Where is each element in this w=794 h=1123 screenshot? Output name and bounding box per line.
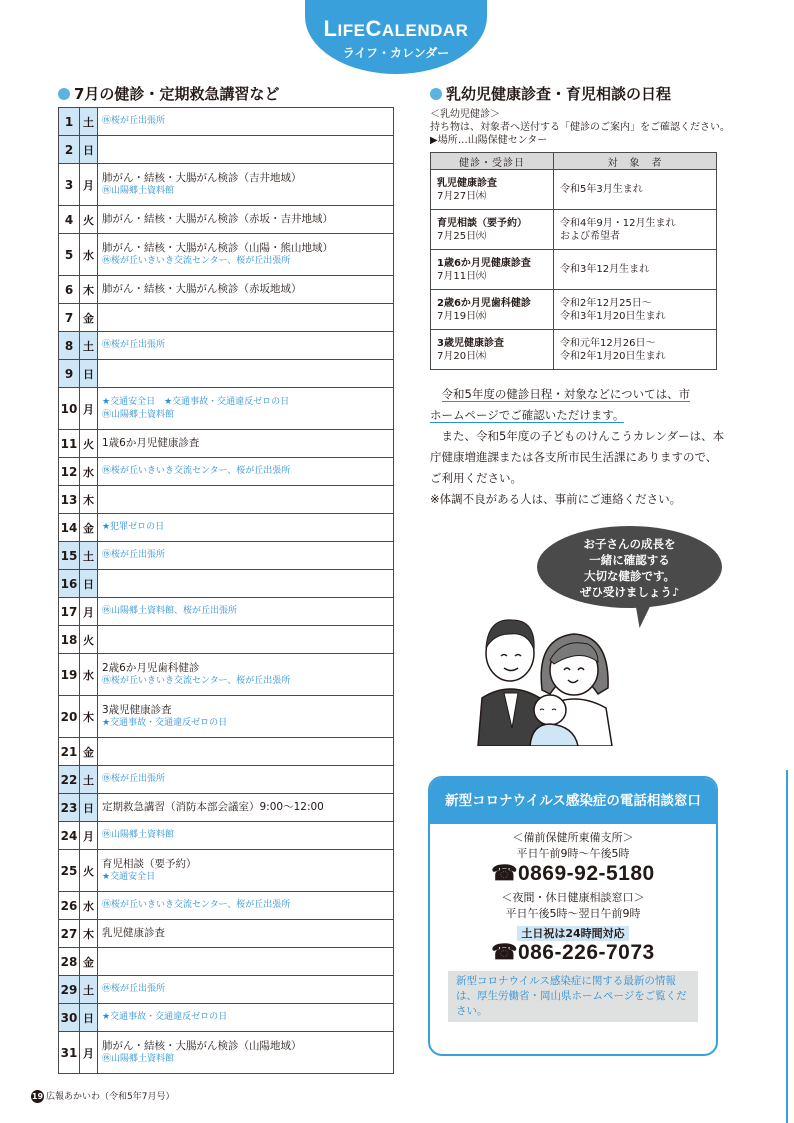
target-line: 令和元年12月26日～ xyxy=(560,337,656,349)
calendar-day: 13 xyxy=(59,486,80,514)
calendar-event xyxy=(98,626,394,654)
event-main: 肺がん・結核・大腸がん検診（赤坂・吉井地域） xyxy=(102,213,333,225)
calendar-row xyxy=(59,794,394,822)
calendar-weekday: 金 xyxy=(80,738,98,766)
schedule-exam xyxy=(431,250,554,290)
event-sub: ㊡桜が丘いきいき交流センター、桜が丘出張所 xyxy=(102,900,291,910)
calendar-weekday: 日 xyxy=(80,136,98,164)
calendar-weekday: 月 xyxy=(80,598,98,626)
header-tab xyxy=(305,0,487,74)
event-main: 乳児健康診査 xyxy=(102,927,165,939)
schedule-exam xyxy=(431,170,554,210)
calendar-event xyxy=(98,1004,394,1032)
event-main: 肺がん・結核・大腸がん検診（赤坂地域） xyxy=(102,283,302,295)
calendar-event xyxy=(98,920,394,948)
calendar-row xyxy=(59,164,394,206)
calendar-event xyxy=(98,598,394,626)
calendar-event xyxy=(98,892,394,920)
header-subtitle: ライフ・カレンダー xyxy=(342,46,450,60)
schedule-target xyxy=(554,250,717,290)
target-line: 令和4年9月・12月生まれ xyxy=(560,217,676,229)
calendar-event xyxy=(98,234,394,276)
calendar-weekday: 月 xyxy=(80,1032,98,1074)
corona-heading: 新型コロナウイルス感染症の電話相談窓口 xyxy=(430,778,716,824)
calendar-row xyxy=(59,976,394,1004)
footer-text: 広報あかいわ（令和5年7月号） xyxy=(46,1092,175,1102)
calendar-event xyxy=(98,948,394,976)
corona-phone1[interactable]: ☎0869-92-5180 xyxy=(491,862,655,885)
event-sub: ★交通事故・交通違反ゼロの日 xyxy=(102,1012,228,1022)
infant-label: ＜乳幼児健診＞ xyxy=(430,109,500,120)
calendar-heading: 7月の健診・定期救急講習など xyxy=(58,83,279,104)
calendar-day: 9 xyxy=(59,360,80,388)
calendar-row xyxy=(59,1032,394,1074)
calendar-weekday: 月 xyxy=(80,164,98,206)
event-main: 1歳6か月児健康診査 xyxy=(102,437,200,449)
calendar-weekday: 火 xyxy=(80,430,98,458)
calendar-day: 15 xyxy=(59,542,80,570)
corona-phone2[interactable]: ☎086-226-7073 xyxy=(491,941,655,964)
event-sub: ㊡山陽郷土資料館 xyxy=(102,1053,175,1064)
calendar-event xyxy=(98,976,394,1004)
calendar-row xyxy=(59,1004,394,1032)
page-number: 19 xyxy=(31,1092,44,1101)
bullet-dot-icon xyxy=(58,88,70,100)
calendar-day: 3 xyxy=(59,164,80,206)
event-sub: ㊡桜が丘いきいき交流センター、桜が丘出張所 xyxy=(102,466,291,476)
calendar-day: 11 xyxy=(59,430,80,458)
calendar-row xyxy=(59,304,394,332)
event-sub: ㊡山陽郷土資料館、桜が丘出張所 xyxy=(102,606,238,616)
calendar-weekday: 金 xyxy=(80,304,98,332)
calendar-weekday: 土 xyxy=(80,542,98,570)
calendar-event xyxy=(98,108,394,136)
schedule-target xyxy=(554,170,717,210)
calendar-weekday: 水 xyxy=(80,892,98,920)
calendar-weekday: 金 xyxy=(80,948,98,976)
side-accent-line xyxy=(786,770,788,1123)
calendar-event xyxy=(98,486,394,514)
calendar-event xyxy=(98,766,394,794)
calendar-day: 4 xyxy=(59,206,80,234)
calendar-row xyxy=(59,332,394,360)
calendar-day: 8 xyxy=(59,332,80,360)
infant-note: 持ち物は、対象者へ送付する「健診のご案内」をご確認ください。 xyxy=(430,122,730,133)
calendar-weekday: 木 xyxy=(80,276,98,304)
family-illustration xyxy=(470,598,620,746)
calendar-event xyxy=(98,822,394,850)
event-main: 肺がん・結核・大腸がん検診（山陽地域） xyxy=(102,1039,302,1052)
calendar-row xyxy=(59,542,394,570)
calendar-row xyxy=(59,696,394,738)
exam-name: 育児相談（要予約） xyxy=(437,217,527,229)
calendar-day: 17 xyxy=(59,598,80,626)
exam-date: 7月11日㈫ xyxy=(437,270,487,282)
calendar-weekday: 火 xyxy=(80,626,98,654)
calendar-day: 22 xyxy=(59,766,80,794)
calendar-weekday: 火 xyxy=(80,850,98,892)
infant-heading: 乳幼児健康診査・育児相談の日程 xyxy=(430,83,671,104)
calendar-weekday: 火 xyxy=(80,206,98,234)
target-line: 令和3年12月生まれ xyxy=(560,264,650,275)
calendar-row xyxy=(59,920,394,948)
calendar-row xyxy=(59,388,394,430)
calendar-event xyxy=(98,388,394,430)
calendar-day: 26 xyxy=(59,892,80,920)
event-sub: ㊡山陽郷土資料館 xyxy=(102,185,175,196)
event-sub: ★交通安全日 ★交通事故・交通違反ゼロの日 xyxy=(102,396,290,407)
schedule-col-date: 健診・受診日 xyxy=(431,153,554,170)
calendar-event xyxy=(98,458,394,486)
target-line: 令和2年1月20日生まれ xyxy=(560,350,666,362)
schedule-exam xyxy=(431,330,554,370)
schedule-header-row xyxy=(431,153,717,170)
target-line: 令和5年3月生まれ xyxy=(560,184,643,195)
calendar-weekday: 日 xyxy=(80,570,98,598)
calendar-event xyxy=(98,654,394,696)
calendar-event xyxy=(98,164,394,206)
calendar-weekday: 土 xyxy=(80,108,98,136)
calendar-row xyxy=(59,626,394,654)
target-line: 令和2年12月25日～ xyxy=(560,297,652,309)
schedule-target xyxy=(554,290,717,330)
calendar-row xyxy=(59,430,394,458)
calendar-row xyxy=(59,598,394,626)
speech-bubble: お子さんの成長を 一緒に確認する 大切な健診です。 ぜひ受けましょう♪ xyxy=(537,526,722,608)
calendar-day: 1 xyxy=(59,108,80,136)
infant-schedule-table xyxy=(430,152,717,370)
calendar-event xyxy=(98,1032,394,1074)
event-sub: ㊡桜が丘出張所 xyxy=(102,116,166,126)
calendar-row xyxy=(59,822,394,850)
schedule-row xyxy=(431,170,717,210)
calendar-row xyxy=(59,766,394,794)
exam-date: 7月27日㈭ xyxy=(437,190,487,202)
exam-name: 2歳6か月児歯科健診 xyxy=(437,297,531,309)
exam-name: 乳児健康診査 xyxy=(437,177,497,189)
calendar-row xyxy=(59,850,394,892)
exam-name: 3歳児健康診査 xyxy=(437,337,504,349)
calendar-event xyxy=(98,276,394,304)
corona-consultation-box xyxy=(428,776,718,1056)
calendar-day: 2 xyxy=(59,136,80,164)
calendar-event xyxy=(98,430,394,458)
exam-date: 7月20日㈭ xyxy=(437,350,487,362)
calendar-row xyxy=(59,738,394,766)
calendar-event xyxy=(98,136,394,164)
calendar-row xyxy=(59,234,394,276)
exam-date: 7月19日㈬ xyxy=(437,310,487,322)
calendar-row xyxy=(59,514,394,542)
event-main: 肺がん・結核・大腸がん検診（山陽・熊山地域） xyxy=(102,241,333,254)
calendar-row xyxy=(59,276,394,304)
calendar-row xyxy=(59,108,394,136)
footer xyxy=(31,1089,174,1103)
calendar-row xyxy=(59,458,394,486)
calendar-day: 10 xyxy=(59,388,80,430)
calendar-day: 16 xyxy=(59,570,80,598)
event-sub: ㊡桜が丘いきいき交流センター、桜が丘出張所 xyxy=(102,675,291,686)
calendar-event xyxy=(98,332,394,360)
calendar-weekday: 月 xyxy=(80,388,98,430)
event-sub: ㊡桜が丘出張所 xyxy=(102,550,166,560)
calendar-event xyxy=(98,850,394,892)
event-main: 育児相談（要予約） xyxy=(102,857,197,870)
calendar-row xyxy=(59,570,394,598)
calendar-weekday: 水 xyxy=(80,654,98,696)
calendar-weekday: 日 xyxy=(80,1004,98,1032)
calendar-day: 12 xyxy=(59,458,80,486)
corona-badge: 土日祝は24時間対応 xyxy=(517,926,628,941)
event-sub: ㊡山陽郷土資料館 xyxy=(102,830,175,840)
calendar-day: 6 xyxy=(59,276,80,304)
corona-office1: ＜備前保健所東備支所＞ xyxy=(512,831,634,844)
schedule-target xyxy=(554,210,717,250)
calendar-day: 5 xyxy=(59,234,80,276)
calendar-day: 28 xyxy=(59,948,80,976)
calendar-day: 21 xyxy=(59,738,80,766)
calendar-event xyxy=(98,696,394,738)
infant-place: ▶場所…山陽保健センター xyxy=(430,135,548,146)
event-sub: ㊡桜が丘いきいき交流センター、桜が丘出張所 xyxy=(102,255,291,266)
header-title: LIFECALENDAR xyxy=(323,16,469,41)
schedule-row xyxy=(431,290,717,330)
calendar-day: 18 xyxy=(59,626,80,654)
event-main: 定期救急講習（消防本部会議室）9:00～12:00 xyxy=(102,801,324,813)
calendar-table xyxy=(58,107,394,1074)
event-sub: ★交通安全日 xyxy=(102,871,156,882)
schedule-col-target: 対 象 者 xyxy=(554,153,717,170)
calendar-row xyxy=(59,360,394,388)
schedule-row xyxy=(431,210,717,250)
calendar-day: 20 xyxy=(59,696,80,738)
calendar-day: 30 xyxy=(59,1004,80,1032)
corona-hours1: 平日午前9時～午後5時 xyxy=(516,847,630,860)
calendar-weekday: 土 xyxy=(80,976,98,1004)
corona-hours2: 平日午後5時～翌日午前9時 xyxy=(505,907,641,920)
schedule-target xyxy=(554,330,717,370)
calendar-row xyxy=(59,486,394,514)
calendar-weekday: 木 xyxy=(80,696,98,738)
calendar-row xyxy=(59,654,394,696)
event-main: 2歳6か月児歯科健診 xyxy=(102,661,200,674)
calendar-row xyxy=(59,892,394,920)
target-line: 令和3年1月20日生まれ xyxy=(560,310,666,322)
calendar-day: 23 xyxy=(59,794,80,822)
paragraph-calendar: また、令和5年度の子どものけんこうカレンダーは、本庁健康増進課または各支所市民生活課にありますので、ご利用ください。 xyxy=(430,429,725,485)
calendar-day: 14 xyxy=(59,514,80,542)
target-line: および希望者 xyxy=(560,230,620,242)
event-sub: ★犯罪ゼロの日 xyxy=(102,522,165,532)
calendar-weekday: 水 xyxy=(80,458,98,486)
calendar-weekday: 土 xyxy=(80,332,98,360)
calendar-weekday: 土 xyxy=(80,766,98,794)
calendar-row xyxy=(59,948,394,976)
schedule-row xyxy=(431,330,717,370)
calendar-event xyxy=(98,794,394,822)
calendar-weekday: 水 xyxy=(80,234,98,276)
calendar-day: 29 xyxy=(59,976,80,1004)
event-main: 肺がん・結核・大腸がん検診（吉井地域） xyxy=(102,171,302,184)
calendar-row xyxy=(59,136,394,164)
calendar-weekday: 日 xyxy=(80,360,98,388)
calendar-event xyxy=(98,570,394,598)
calendar-day: 24 xyxy=(59,822,80,850)
calendar-weekday: 日 xyxy=(80,794,98,822)
schedule-exam xyxy=(431,290,554,330)
corona-office2: ＜夜間・休日健康相談窓口＞ xyxy=(501,891,645,904)
calendar-event xyxy=(98,738,394,766)
event-sub: ㊡桜が丘出張所 xyxy=(102,774,166,784)
event-sub: ㊡桜が丘出張所 xyxy=(102,340,166,350)
calendar-day: 7 xyxy=(59,304,80,332)
calendar-event xyxy=(98,360,394,388)
calendar-event xyxy=(98,206,394,234)
calendar-weekday: 木 xyxy=(80,920,98,948)
event-main: 3歳児健康診査 xyxy=(102,703,172,716)
event-sub: ㊡桜が丘出張所 xyxy=(102,984,166,994)
calendar-row xyxy=(59,206,394,234)
calendar-day: 31 xyxy=(59,1032,80,1074)
corona-note: 新型コロナウイルス感染症に関する最新の情報は、厚生労働省・岡山県ホームページをご覧ください。 xyxy=(448,971,698,1022)
exam-date: 7月25日㈫ xyxy=(437,230,487,242)
calendar-event xyxy=(98,542,394,570)
calendar-event xyxy=(98,514,394,542)
event-sub: ㊡山陽郷土資料館 xyxy=(102,409,175,420)
calendar-day: 19 xyxy=(59,654,80,696)
schedule-row xyxy=(431,250,717,290)
calendar-weekday: 金 xyxy=(80,514,98,542)
bullet-dot-icon xyxy=(430,88,442,100)
event-sub: ★交通事故・交通違反ゼロの日 xyxy=(102,717,228,728)
schedule-exam xyxy=(431,210,554,250)
calendar-weekday: 木 xyxy=(80,486,98,514)
paragraph-health-note: ※体調不良がある人は、事前にご連絡ください。 xyxy=(430,492,682,506)
calendar-day: 25 xyxy=(59,850,80,892)
exam-name: 1歳6か月児健康診査 xyxy=(437,257,531,269)
calendar-weekday: 月 xyxy=(80,822,98,850)
paragraph-homepage: 令和5年度の健診日程・対象などについては、市 ホームページでご確認いただけます。 xyxy=(430,387,691,422)
calendar-day: 27 xyxy=(59,920,80,948)
calendar-event xyxy=(98,304,394,332)
